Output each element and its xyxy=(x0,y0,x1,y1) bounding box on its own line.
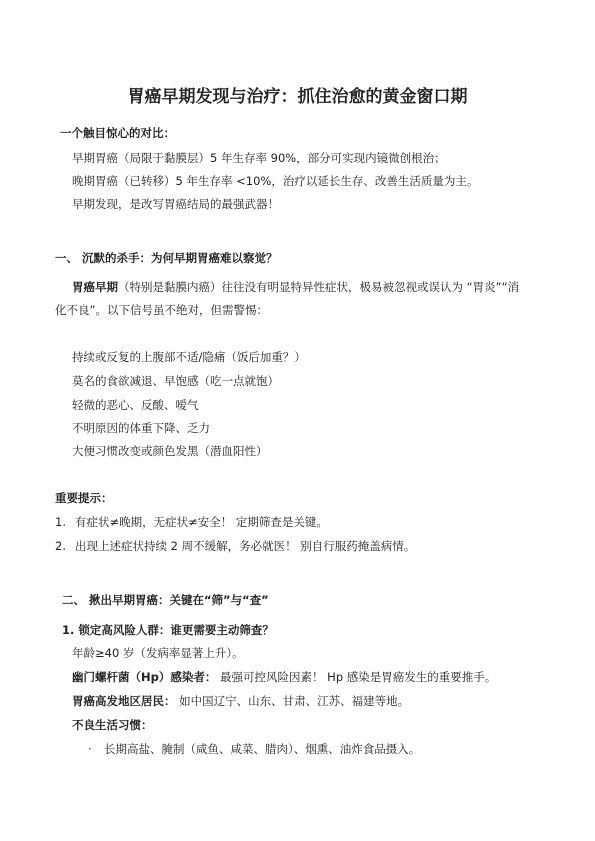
notice-text: 出现上述症状持续 2 周不缓解，务必就医！ 别自行服药掩盖病情。 xyxy=(75,539,416,553)
section1-intro-line2: 化不良”。以下信号虽不绝对，但需警惕： xyxy=(55,303,268,317)
intro-bold-term: 胃癌早期 xyxy=(72,280,118,294)
symptom-item: 轻微的恶心、反酸、嗳气 xyxy=(72,398,199,412)
notice-number: 1. xyxy=(55,515,66,529)
risk-habits-label: 不良生活习惯： xyxy=(72,718,153,732)
notice-number: 2. xyxy=(55,539,66,553)
risk-hp-label: 幽门螺杆菌（Hp）感染者： xyxy=(72,670,217,684)
contrast-early-line: 早期胃癌（局限于黏膜层）5 年生存率 90%，部分可实现内镜微创根治； xyxy=(72,151,446,165)
risk-region-label: 胃癌高发地区居民： xyxy=(72,694,176,708)
document-title: 胃癌早期发现与治疗：抓住治愈的黄金窗口期 xyxy=(127,87,468,107)
risk-hp xyxy=(72,669,496,685)
symptom-item: 不明原因的体重下降、乏力 xyxy=(72,421,210,435)
section1-intro-line1 xyxy=(72,279,519,295)
notice-text: 有症状≠晚期，无症状≠安全！ 定期筛查是关键。 xyxy=(75,515,328,529)
habit-item: 长期高盐、腌制（咸鱼、咸菜、腊肉）、烟熏、油炸食品摄入。 xyxy=(104,742,421,756)
risk-age: 年龄≥40 岁（发病率显著上升）。 xyxy=(72,646,244,660)
contrast-late-line: 晚期胃癌（已转移）5 年生存率 <10%，治疗以延长生存、改善生活质量为主。 xyxy=(72,174,479,188)
notice-heading: 重要提示： xyxy=(55,491,113,505)
section2-sub1-heading: 1. 锁定高风险人群：谁更需要主动筛查？ xyxy=(62,623,274,637)
risk-region-text: 如中国辽宁、山东、甘肃、江苏、福建等地。 xyxy=(179,694,410,708)
bullet-dot: · xyxy=(88,742,92,756)
section1-heading: 一、 沉默的杀手：为何早期胃癌难以察觉？ xyxy=(55,251,278,265)
symptom-item: 大便习惯改变或颜色发黑（潜血阳性） xyxy=(72,444,268,458)
risk-hp-text: 最强可控风险因素！ Hp 感染是胃癌发生的重要推手。 xyxy=(220,670,497,684)
contrast-heading: 一个触目惊心的对比： xyxy=(60,126,175,140)
risk-region xyxy=(72,693,409,709)
section2-heading: 二、 揪出早期胃癌：关键在“筛”与“查” xyxy=(62,593,269,607)
intro-text: （特别是黏膜内癌）往往没有明显特异性症状，极易被忽视或误认为 “胃炎”“消 xyxy=(118,280,520,294)
contrast-conclusion: 早期发现，是改写胃癌结局的最强武器！ xyxy=(72,197,279,211)
symptom-item: 莫名的食欲减退、早饱感（吃一点就饱） xyxy=(72,374,279,388)
symptom-item: 持续或反复的上腹部不适/隐痛（饭后加重？） xyxy=(72,350,306,364)
